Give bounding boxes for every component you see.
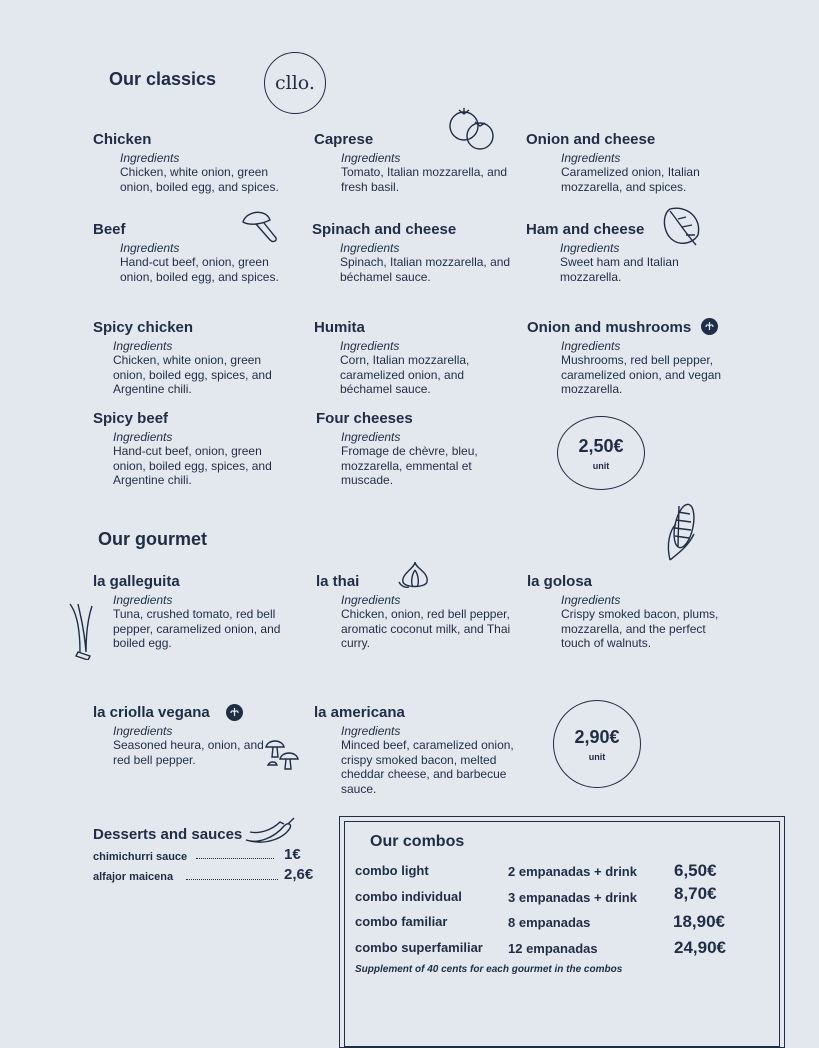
chili-pepper-icon bbox=[244, 816, 296, 846]
combo-name: combo light bbox=[355, 863, 429, 878]
item-name: Spinach and cheese bbox=[312, 221, 457, 238]
combo-name: combo superfamiliar bbox=[355, 940, 483, 955]
ingredients-label: Ingredients bbox=[113, 724, 173, 738]
ingredients-label: Ingredients bbox=[340, 241, 400, 255]
leader-dots bbox=[196, 858, 274, 859]
leek-icon bbox=[66, 602, 102, 660]
ingredients-text: Mushrooms, red bell pepper, caramelized onion, and vegan mozzarella. bbox=[561, 353, 722, 396]
ingredients-text: Seasoned heura, onion, and red bell pepper. bbox=[113, 738, 264, 767]
menu-item-chicken bbox=[93, 131, 303, 194]
ingredients-label: Ingredients bbox=[561, 339, 621, 353]
dessert-item-name: alfajor maicena bbox=[93, 871, 174, 883]
combo-price: 6,50€ bbox=[674, 861, 717, 880]
item-name: Spicy chicken bbox=[93, 319, 194, 336]
ingredients-label: Ingredients bbox=[341, 430, 401, 444]
mushroom-icon bbox=[240, 208, 282, 246]
menu-item-humita bbox=[314, 319, 489, 397]
item-name: la golosa bbox=[527, 573, 593, 590]
gourmet-price-badge bbox=[553, 700, 641, 788]
classics-title: Our classics bbox=[109, 69, 217, 89]
corn-icon bbox=[662, 500, 702, 564]
spinach-leaf-icon bbox=[662, 205, 704, 251]
ingredients-text: Fromage de chèvre, bleu, mozzarella, emmental et muscade. bbox=[341, 444, 478, 487]
item-name: Spicy beef bbox=[93, 410, 169, 427]
garlic-icon bbox=[397, 560, 433, 590]
ingredients-label: Ingredients bbox=[113, 339, 173, 353]
ingredients-text: Chicken, white onion, green onion, boiled egg, and spices. bbox=[120, 165, 279, 194]
menu-item-la-galleguita bbox=[93, 573, 293, 651]
ingredients-text: Caramelized onion, Italian mozzarella, and spices. bbox=[561, 165, 700, 194]
combo-description: 12 empanadas bbox=[508, 941, 598, 956]
leader-dots bbox=[186, 879, 278, 880]
combo-description: 8 empanadas bbox=[508, 915, 591, 930]
item-name: la americana bbox=[314, 704, 405, 721]
combos-panel-inner-border bbox=[344, 821, 780, 1047]
ingredients-label: Ingredients bbox=[120, 151, 180, 165]
item-name: Beef bbox=[93, 221, 126, 238]
combo-price: 8,70€ bbox=[674, 884, 717, 903]
menu-item-spicy-beef bbox=[93, 410, 293, 488]
ingredients-label: Ingredients bbox=[341, 151, 401, 165]
ingredients-label: Ingredients bbox=[560, 241, 620, 255]
vegan-badge-icon bbox=[226, 704, 243, 721]
menu-item-four-cheeses bbox=[316, 410, 491, 488]
price-unit: unit bbox=[588, 751, 606, 762]
dessert-item-name: chimichurri sauce bbox=[93, 851, 188, 863]
dessert-item-price: 1€ bbox=[284, 846, 301, 863]
item-name: Onion and mushrooms bbox=[527, 319, 692, 336]
menu-item-la-americana bbox=[314, 704, 519, 796]
ingredients-label: Ingredients bbox=[113, 593, 173, 607]
menu-item-spicy-chicken bbox=[93, 319, 293, 397]
ingredients-text: Sweet ham and Italian mozzarella. bbox=[560, 255, 679, 284]
price-amount: 2,90€ bbox=[574, 726, 620, 747]
menu-item-spinach-and-cheese bbox=[312, 221, 512, 284]
combo-name: combo individual bbox=[355, 889, 462, 904]
ingredients-text: Chicken, white onion, green onion, boiled egg, spices, and Argentine chili. bbox=[113, 353, 272, 396]
item-name: la thai bbox=[316, 573, 360, 590]
tomato-icon bbox=[445, 102, 497, 154]
ingredients-label: Ingredients bbox=[341, 593, 401, 607]
ingredients-label: Ingredients bbox=[340, 339, 400, 353]
desserts-title: Desserts and sauces bbox=[93, 826, 243, 843]
item-name: Chicken bbox=[93, 131, 152, 148]
item-name: Onion and cheese bbox=[526, 131, 656, 148]
classics-price-badge bbox=[557, 416, 645, 490]
item-name: Humita bbox=[314, 319, 365, 336]
price-unit: unit bbox=[592, 460, 610, 471]
ingredients-text: Chicken, onion, red bell pepper, aromatic coconut milk, and Thai curry. bbox=[341, 607, 511, 650]
price-amount: 2,50€ bbox=[578, 435, 624, 456]
ingredients-label: Ingredients bbox=[113, 430, 173, 444]
combo-description: 3 empanadas + drink bbox=[508, 890, 637, 905]
combo-name: combo familiar bbox=[355, 914, 448, 929]
ingredients-label: Ingredients bbox=[341, 724, 401, 738]
ingredients-text: Corn, Italian mozzarella, caramelized onion, and béchamel sauce. bbox=[340, 353, 470, 396]
ingredients-text: Spinach, Italian mozzarella, and béchamel sauce. bbox=[340, 255, 511, 284]
menu-item-la-golosa bbox=[527, 573, 727, 651]
menu-item-onion-and-cheese bbox=[526, 131, 726, 194]
ingredients-label: Ingredients bbox=[561, 593, 621, 607]
vegan-badge-icon bbox=[701, 318, 718, 335]
ingredients-text: Hand-cut beef, onion, green onion, boiled egg, and spices. bbox=[120, 255, 279, 284]
ingredients-label: Ingredients bbox=[561, 151, 621, 165]
ingredients-label: Ingredients bbox=[120, 241, 180, 255]
ingredients-text: Tuna, crushed tomato, red bell pepper, caramelized onion, and boiled egg. bbox=[113, 607, 281, 650]
item-name: Four cheeses bbox=[316, 410, 413, 427]
item-name: la galleguita bbox=[93, 573, 180, 590]
ingredients-text: Hand-cut beef, onion, green onion, boiled egg, spices, and Argentine chili. bbox=[113, 444, 272, 487]
mushrooms-icon bbox=[264, 737, 300, 773]
item-name: Caprese bbox=[314, 131, 374, 148]
menu-item-la-criolla-vegana bbox=[93, 704, 293, 767]
combo-price: 24,90€ bbox=[674, 938, 726, 957]
combos-note: Supplement of 40 cents for each gourmet in the combos bbox=[355, 964, 623, 975]
dessert-item-price: 2,6€ bbox=[284, 866, 314, 883]
brand-logo: cllo. bbox=[264, 52, 326, 114]
ingredients-text: Crispy smoked bacon, plums, mozzarella, and the perfect touch of walnuts. bbox=[561, 607, 719, 650]
combo-price: 18,90€ bbox=[673, 912, 725, 931]
item-name: Ham and cheese bbox=[526, 221, 645, 238]
ingredients-text: Minced beef, caramelized onion, crispy smoked bacon, melted cheddar cheese, and barbecue sauce. bbox=[341, 738, 514, 796]
combo-description: 2 empanadas + drink bbox=[508, 864, 637, 879]
combos-title: Our combos bbox=[370, 833, 465, 850]
item-name: la criolla vegana bbox=[93, 704, 210, 721]
ingredients-text: Tomato, Italian mozzarella, and fresh basil. bbox=[341, 165, 508, 194]
gourmet-title: Our gourmet bbox=[98, 529, 208, 549]
